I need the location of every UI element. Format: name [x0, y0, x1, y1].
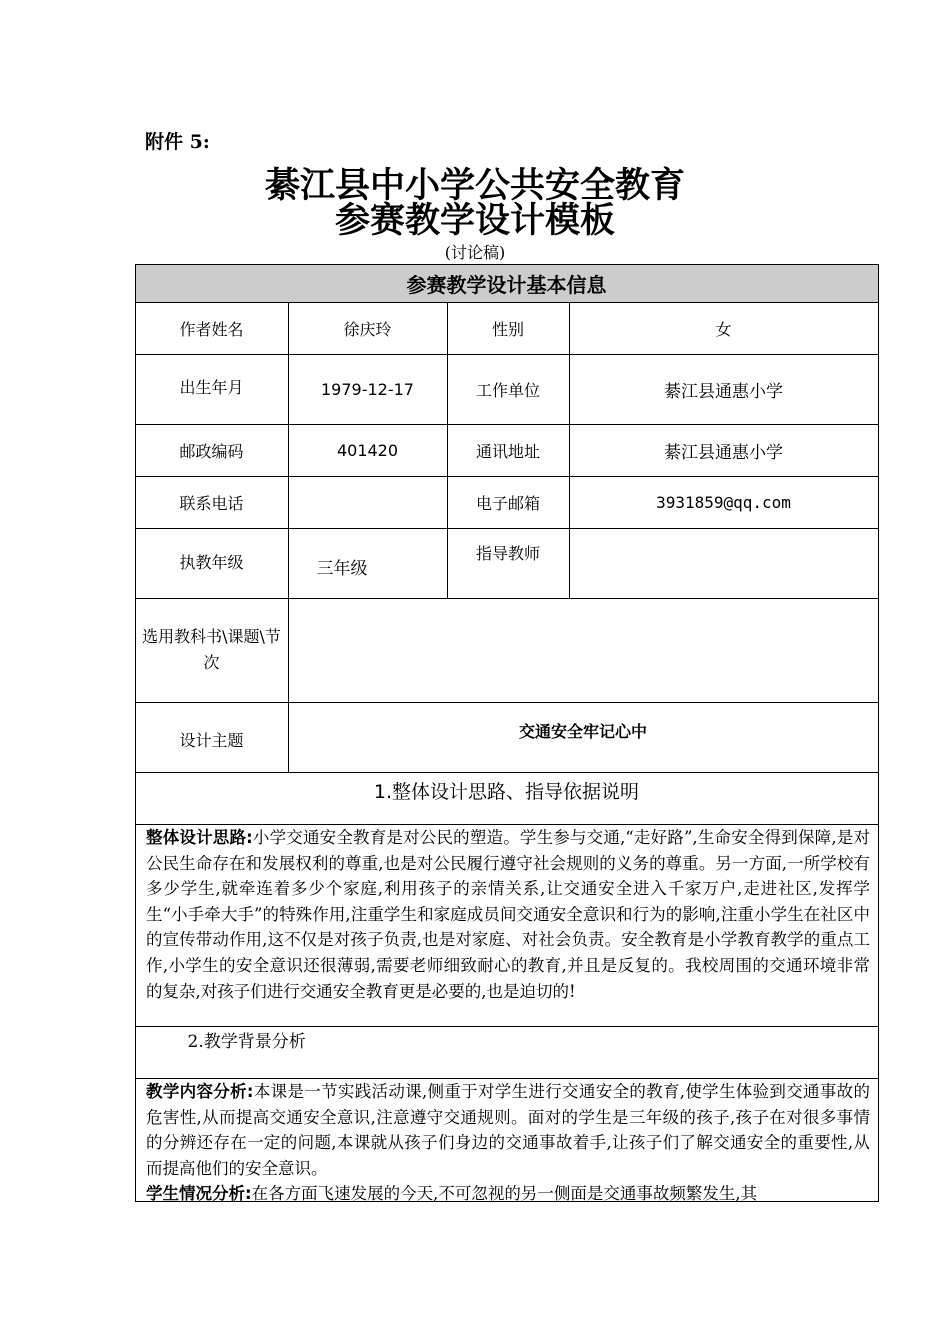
- document-title-line2: 参赛教学设计模板: [334, 200, 615, 241]
- advisor-value: [569, 528, 879, 599]
- phone-value: [288, 476, 448, 529]
- address-value: 綦江县通惠小学: [569, 424, 879, 477]
- email-value: 3931859@qq.com: [569, 476, 879, 529]
- gender-label: 性别: [447, 302, 570, 355]
- textbook-value: [288, 598, 879, 703]
- author-name-value: 徐庆玲: [288, 302, 448, 355]
- phone-label: 联系电话: [135, 476, 289, 529]
- birth-label: 出生年月: [135, 354, 289, 425]
- attachment-label: 附件 5:: [145, 131, 210, 153]
- textbook-label: 选用教科书\课题\节次: [135, 598, 289, 703]
- section1-text: 小学交通安全教育是对公民的塑造。学生参与交通,“走好路”,生命安全得到保障,是对公民生命存在和发展权利的尊重,也是对公民履行遵守社会规则的义务的尊重。另一方面,一所学校有多少学生,就牵连着多少个家庭,利用孩子的亲情关系,让交通安全进入千家万户,走进社区,发挥学生“小手牵大手”的特殊作用,注重学生和家庭成员间交通安全意识和行为的影响,注重小学生在社区中的宣传带动作用,这不仅是对孩子负责,也是对家庭、对社会负责。安全教育是小学教育教学的重点工作,小学生的安全意识还很薄弱,需要老师细致耐心的教育,并且是反复的。我校周围的交通环境非常的复杂,对孩子们进行交通安全教育更是必要的,也是迫切的!: [146, 828, 870, 1001]
- author-name-label: 作者姓名: [135, 302, 289, 355]
- document-title-line1: 綦江县中小学公共安全教育: [264, 165, 685, 206]
- gender-value: 女: [569, 302, 879, 355]
- grade-label: 执教年级: [135, 528, 289, 599]
- email-label: 电子邮箱: [447, 476, 570, 529]
- document-subtitle: (讨论稿): [444, 243, 506, 262]
- theme-value: 交通安全牢记心中: [288, 702, 879, 773]
- section1-title: 1.整体设计思路、指导依据说明: [135, 772, 879, 825]
- grade-value: 三年级: [288, 528, 448, 599]
- section1-label: 整体设计思路:: [146, 828, 253, 847]
- section1-body: [135, 824, 879, 1027]
- student-analysis-label: 学生情况分析:: [146, 1184, 252, 1204]
- content-analysis-label: 教学内容分析:: [146, 1082, 254, 1101]
- section2-body: [135, 1078, 879, 1202]
- address-label: 通讯地址: [447, 424, 570, 477]
- student-analysis-text: 在各方面飞速发展的今天,不可忽视的另一侧面是交通事故频繁发生,其: [251, 1184, 758, 1204]
- section2-title: 2.教学背景分析: [135, 1026, 879, 1079]
- postal-code-value: 401420: [288, 424, 448, 477]
- birth-value: 1979-12-17: [288, 354, 448, 425]
- content-analysis-text: 本课是一节实践活动课,侧重于对学生进行交通安全的教育,使学生体验到交通事故的危害性,从而提高交通安全意识,注意遵守交通规则。面对的学生是三年级的孩子,孩子在对很多事情的分辨还存在一定的问题,本课就从孩子们身边的交通事故着手,让孩子们了解交通安全的重要性,从而提高他们的安全意识。: [146, 1082, 870, 1178]
- work-unit-value: 綦江县通惠小学: [569, 354, 879, 425]
- advisor-label: 指导教师: [447, 528, 570, 599]
- work-unit-label: 工作单位: [447, 354, 570, 425]
- theme-label: 设计主题: [135, 702, 289, 773]
- postal-code-label: 邮政编码: [135, 424, 289, 477]
- table-header: 参赛教学设计基本信息: [135, 264, 879, 303]
